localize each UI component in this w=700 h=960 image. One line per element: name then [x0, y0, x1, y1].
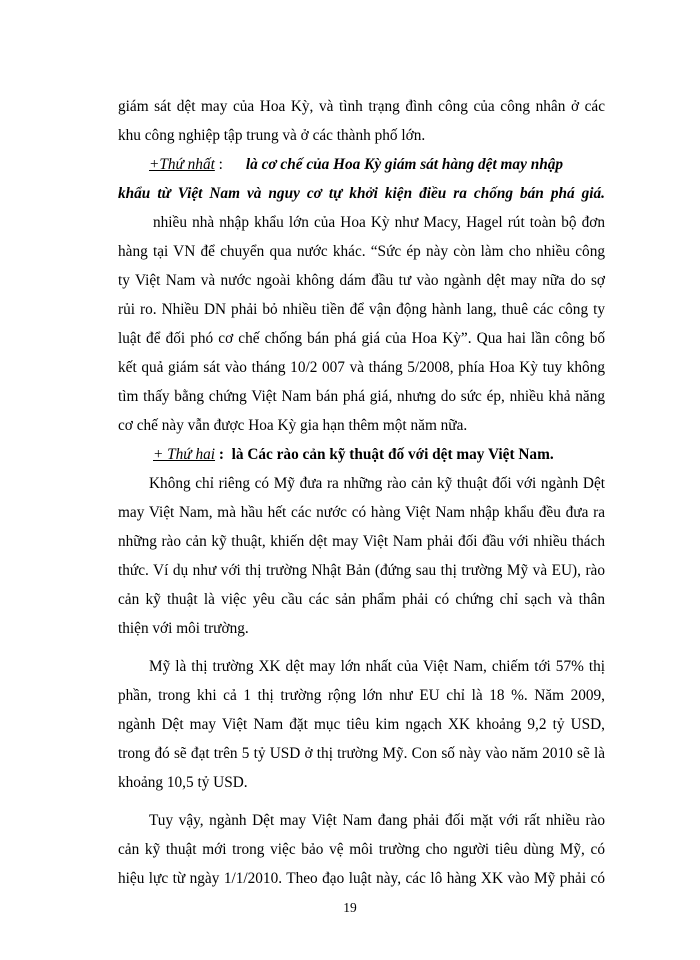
paragraph-line: hiệu lực từ ngày 1/1/2010. Theo đạo luật này, các lô hàng XK vào Mỹ phải có: [118, 870, 605, 887]
paragraph-line: cản kỹ thuật mới trong việc bảo vệ môi trường cho người tiêu dùng Mỹ, có: [118, 841, 605, 858]
paragraph-line: Tuy vậy, ngành Dệt may Việt Nam đang phải đối mặt với rất nhiều rào: [149, 812, 605, 829]
paragraph-line: may Việt Nam, mà hầu hết các nước có hàng Việt Nam nhập khẩu đều đưa ra: [118, 504, 605, 521]
paragraph-line: khu công nghiệp tập trung và ở các thành phố lớn.: [118, 127, 426, 144]
paragraph-line: Không chỉ riêng có Mỹ đưa ra những rào cản kỹ thuật đối với ngành Dệt: [149, 475, 605, 492]
heading-first-separator: :: [214, 156, 223, 173]
paragraph-line: ty Việt Nam và nước ngoài không dám đầu tư vào ngành dệt may nữa do sợ: [118, 272, 605, 289]
paragraph-line: luật để đối phó cơ chế chống bán phá giá của Hoa Kỳ”. Qua hai lần công bố: [118, 330, 605, 347]
heading-first-marker: +Thứ nhất: [149, 156, 215, 173]
paragraph-line: những rào cản kỹ thuật, khiến dệt may Việt Nam phải đối đầu với nhiều thách: [118, 533, 605, 550]
paragraph-line: thiện với môi trường.: [118, 620, 249, 637]
paragraph-line: kết quả giám sát vào tháng 10/2 007 và tháng 5/2008, phía Hoa Kỳ tuy không: [118, 359, 605, 376]
heading-first-line2: khẩu từ Việt Nam và nguy cơ tự khởi kiện điều ra chống bán phá giá.: [118, 185, 605, 202]
heading-second-text: là Các rào cản kỹ thuật đố với dệt may Việt Nam.: [231, 446, 554, 463]
paragraph-line: ngành Dệt may Việt Nam đặt mục tiêu kim ngạch XK khoảng 9,2 tỷ USD,: [118, 716, 605, 733]
paragraph-line: rủi ro. Nhiều DN phải bỏ nhiều tiền để vận động hành lang, thuê các công ty: [118, 301, 605, 318]
paragraph-line: cơ chế này vẫn được Hoa Kỳ gia hạn thêm một năm nữa.: [118, 417, 468, 434]
page-number: 19: [343, 900, 357, 915]
paragraph-line: hàng tại VN để chuyển qua nước khác. “Sức ép này còn làm cho nhiều công: [118, 243, 605, 260]
heading-first-text: là cơ chế của Hoa Kỳ giám sát hàng dệt may nhập: [245, 156, 564, 173]
paragraph-line: giám sát dệt may của Hoa Kỳ, và tình trạng đình công của công nhân ở các: [118, 98, 605, 115]
paragraph-line: nhiều nhà nhập khẩu lớn của Hoa Kỳ như Macy, Hagel rút toàn bộ đơn: [153, 214, 605, 231]
heading-second-separator: :: [215, 446, 224, 463]
paragraph-line: tìm thấy bằng chứng Việt Nam bán phá giá, nhưng do sức ép, nhiều khả năng: [118, 388, 605, 405]
paragraph-line: cản kỹ thuật là việc yêu cầu các sản phẩm phải có chứng chỉ sạch và thân: [118, 591, 605, 608]
heading-second-marker: + Thứ hai: [153, 446, 216, 463]
paragraph-line: khoảng 10,5 tỷ USD.: [118, 774, 248, 791]
paragraph-line: trong đó sẽ đạt trên 5 tỷ USD ở thị trường Mỹ. Con số này vào năm 2010 sẽ là: [118, 745, 605, 762]
paragraph-line: phần, trong khi cả 1 thị trường rộng lớn như EU chỉ là 18 %. Năm 2009,: [118, 687, 605, 704]
paragraph-line: Mỹ là thị trường XK dệt may lớn nhất của Việt Nam, chiếm tới 57% thị: [149, 658, 605, 675]
heading-second: [153, 445, 605, 465]
heading-first-line1: [149, 155, 605, 175]
paragraph-line: thức. Ví dụ như với thị trường Nhật Bản (đứng sau thị trường Mỹ và EU), rào: [118, 562, 605, 579]
